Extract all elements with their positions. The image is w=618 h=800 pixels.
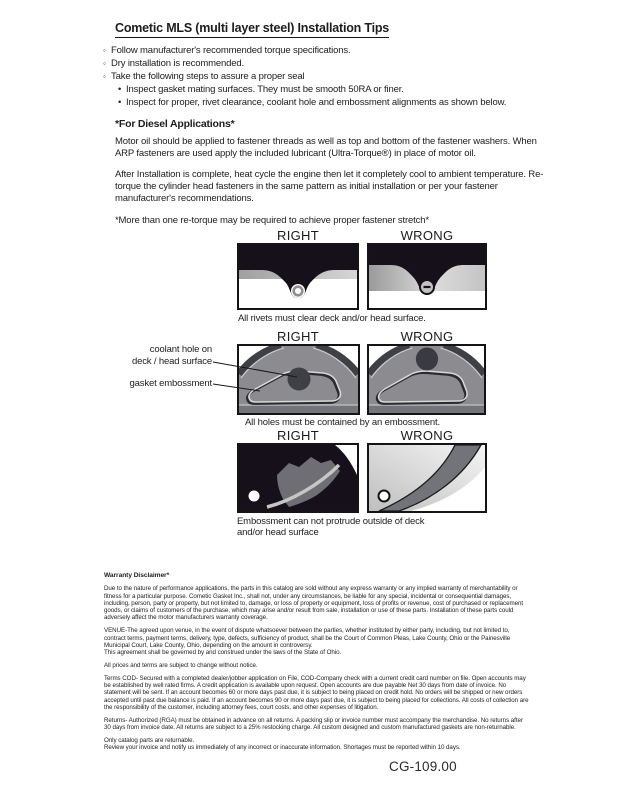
invoice-review-line: Review your invoice and notify us immediately of any incorrect or inaccurate information. Shortages must be reported within 10 days. bbox=[104, 744, 461, 752]
right-label: RIGHT bbox=[277, 329, 319, 344]
list-item bbox=[103, 70, 553, 83]
tip-text: Take the following steps to assure a proper seal bbox=[111, 71, 305, 82]
diesel-paragraph-1: Motor oil should be applied to fastener threads as well as top and bottom of the fastener washers. When ARP fasteners are used apply the included lubricant (Ultra-Torque®) in place of motor oil. bbox=[115, 136, 537, 159]
diesel-paragraph-2: After Installation is complete, heat cycle the engine then let it completely cool to ambient temperature. Re-torque the cylinder head fasteners in the same pattern as initial installation or per your fastener manufacturer's recommendations. bbox=[115, 169, 544, 204]
callout-text: deck / head surface bbox=[131, 355, 212, 367]
returns-paragraph: Returns- Authorized (RGA) must be obtained in advance on all returns. A packing slip or invoice number must accompany the merchandise. No returns after 30 days from invoice date. All returns are subject to a 25% restocking charge. All custom designed and custom manufactured gaskets are non-returnable. bbox=[104, 716, 523, 732]
disclaimer-paragraph: Due to the nature of performance applications, the parts in this catalog are sold without any express warranty or any implied warranty of merchantability or fitness for a particular purpose. Cometic Gasket Inc., shall not, under any circumstances, be liable for any special, incidental or consequential damages, including, person, party or property, but not limited to, damage, or loss of property or equipment, loss of profits or revenue, cost of purchased or replacement goods, or claims of customers of the purchase, which may arise and/or result from sale, installation or use of these parts. Installation of these parts could adversely affect the motor manufacturers warranty coverage. bbox=[104, 585, 524, 622]
callout-text: coolant hole on bbox=[149, 344, 212, 355]
returnable-line: Only catalog parts are returnable. bbox=[104, 736, 195, 744]
embossment-containment-wrong-diagram bbox=[367, 344, 486, 415]
coolant-hole-right-illustration bbox=[239, 346, 358, 413]
wrong-label: WRONG bbox=[400, 329, 454, 344]
embossment-protrusion-right-diagram bbox=[237, 443, 359, 513]
warranty-disclaimer-section bbox=[104, 572, 530, 757]
terms-cod-paragraph: Terms COD- Secured with a completed dealer/jobber application on File, COD-Company check with a current credit card number on file. Open accounts may be established by well rated firms. A credit application is available upon request. Open accounts are due payable Net 30 days from date of invoice. No statement will be sent. If an account becomes 60 or more days past due, it is subject to being placed on credit hold. No orders will be shipped or new orders accepted until past due balance is paid. If an account becomes 90 or more days past due, it is subject to being placed for collections. All costs of collection are the responsibility of the customer, including attorney fees, court costs, and other expenses of litigation. bbox=[104, 674, 529, 711]
tip-text: Dry installation is recommended. bbox=[111, 58, 245, 69]
prices-terms-line: All prices and terms are subject to change without notice. bbox=[104, 661, 258, 669]
embossment-containment-right-diagram bbox=[237, 344, 360, 415]
rivet-clearance-right-diagram bbox=[237, 243, 359, 310]
row3-labels bbox=[237, 428, 487, 443]
list-item bbox=[103, 83, 553, 96]
wrong-label: WRONG bbox=[400, 428, 454, 443]
row1-labels bbox=[237, 228, 487, 243]
open-bullet-icon: ◦ bbox=[103, 46, 106, 55]
coolant-hole-wrong-illustration bbox=[369, 346, 484, 413]
gasket-embossment-callout: gasket embossment bbox=[129, 378, 212, 389]
page-title: Cometic MLS (multi layer steel) Installation Tips bbox=[115, 21, 389, 38]
right-label: RIGHT bbox=[277, 428, 319, 443]
list-item bbox=[103, 96, 553, 109]
embossment-protrusion-wrong-diagram bbox=[367, 443, 487, 513]
right-label: RIGHT bbox=[277, 228, 319, 243]
list-item bbox=[103, 44, 553, 57]
caption-line: Embossment can not protrude outside of deck bbox=[237, 516, 425, 527]
tip-text: Inspect gasket mating surfaces. They must be smooth 50RA or finer. bbox=[126, 84, 404, 95]
open-bullet-icon: ◦ bbox=[103, 72, 106, 81]
deck-edge-wrong-illustration bbox=[369, 445, 485, 511]
filled-bullet-icon: • bbox=[118, 97, 122, 108]
diesel-applications-heading: *For Diesel Applications* bbox=[115, 118, 235, 130]
wrong-label: WRONG bbox=[400, 228, 454, 243]
page-code: CG-109.00 bbox=[389, 759, 457, 774]
row2-caption: All holes must be contained by an embossment. bbox=[245, 417, 440, 428]
caption-line: and/or head surface bbox=[237, 527, 319, 538]
retorque-note: *More than one re-torque may be required to achieve proper fastener stretch* bbox=[115, 215, 429, 226]
venue-paragraph: VENUE-The agreed upon venue, in the event of dispute whatsoever between the parties, whether instituted by either party, including, but not limited to, contract terms, payment terms, delivery, type, defects, sufficiency of product, shall be the Court of Common Pleas, Lake County, Ohio or the Painesville Municipal Court, Lake County, Ohio, depending on the amount in controversy. bbox=[104, 627, 511, 649]
filled-bullet-icon: • bbox=[118, 84, 122, 95]
warranty-disclaimer-heading: Warranty Disclaimer* bbox=[104, 572, 170, 579]
tip-text: Follow manufacturer's recommended torque specifications. bbox=[111, 45, 351, 56]
list-item bbox=[103, 57, 553, 70]
rivet-clearance-wrong-diagram bbox=[367, 243, 487, 310]
open-bullet-icon: ◦ bbox=[103, 59, 106, 68]
rivet-right-illustration bbox=[239, 245, 357, 308]
deck-edge-right-illustration bbox=[239, 445, 357, 511]
governing-law-line: This agreement shall be governed by and construed under the laws of the State of Ohio. bbox=[104, 649, 342, 657]
installation-tips-list bbox=[103, 44, 553, 109]
row1-caption: All rivets must clear deck and/or head surface. bbox=[238, 313, 426, 324]
coolant-hole-callout bbox=[100, 344, 212, 367]
row2-labels bbox=[237, 329, 487, 344]
tip-text: Inspect for proper, rivet clearance, coolant hole and embossment alignments as shown below. bbox=[126, 97, 507, 108]
row3-caption bbox=[237, 516, 467, 538]
rivet-wrong-illustration bbox=[369, 245, 485, 308]
